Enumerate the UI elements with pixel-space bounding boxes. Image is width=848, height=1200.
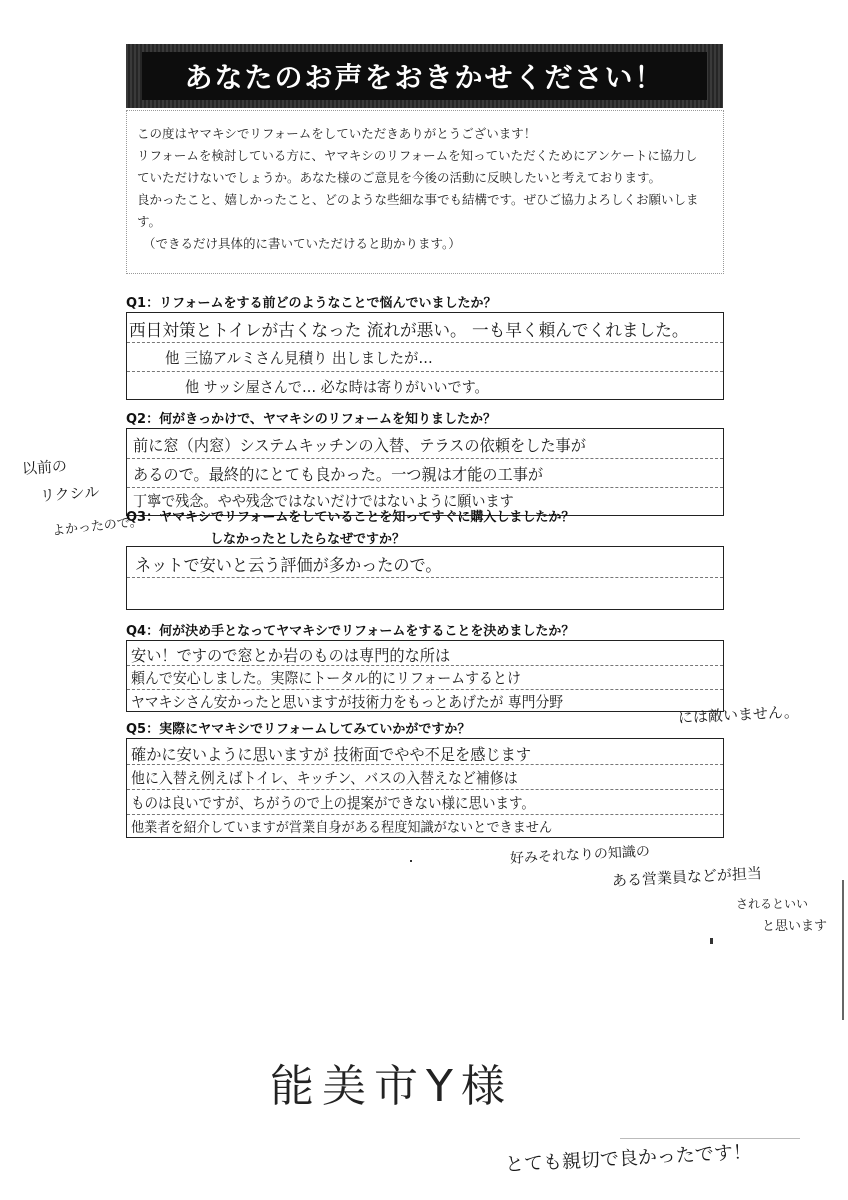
answer-line: ネットで安いと云う評価が多かったので。 <box>135 556 442 576</box>
scan-faint-line <box>620 1138 800 1139</box>
answer-line: ものは良いですが、ちがうので上の提案ができない様に思います。 <box>131 794 535 812</box>
margin-note-left: 以前の <box>21 456 68 478</box>
answer-line: 頼んで安心しました。実際にトータル的にリフォームするとけ <box>131 669 521 687</box>
question-4-answer-box[interactable] <box>126 640 724 712</box>
answer-line: 他 サッシ屋さんで… 必な時は寄りがいいです。 <box>185 378 489 396</box>
margin-note-left: よかったので。 <box>51 514 144 539</box>
question-3-answer-box[interactable] <box>126 546 724 610</box>
margin-note-left: リクシル <box>39 482 100 505</box>
margin-note-right: には敵いません。 <box>677 702 800 727</box>
intro-line: この度はヤマキシでリフォームをしていただきありがとうございます！ <box>137 126 537 141</box>
answer-line: 前に窓（内窓）システムキッチンの入替、テラスの依頼をした事が <box>133 436 586 455</box>
scan-speck <box>710 938 713 944</box>
question-5-answer-box[interactable] <box>126 738 724 838</box>
intro-line: ていただけないでしょうか。あなた様のご意見を今後の活動に反映したいと考えております。 <box>137 170 662 185</box>
intro-line: す。 <box>137 214 162 229</box>
scan-speck <box>410 860 412 862</box>
question-1-label: Q1：リフォームをする前どのようなことで悩んでいましたか？ <box>126 296 497 311</box>
answer-line: 安い！ですので窓とか岩のものは専門的な所は <box>131 646 451 665</box>
intro-line: リフォームを検討している方に、ヤマキシのリフォームを知っていただくためにアンケートに協力し <box>137 148 698 163</box>
answer-line: 他業者を紹介していますが営業自身がある程度知識がないとできません <box>131 820 553 836</box>
answer-line: 他 三協アルミさん見積り 出しましたが… <box>165 349 433 367</box>
question-1-answer-box[interactable] <box>126 312 724 400</box>
scan-edge-line <box>842 880 844 1020</box>
margin-note-right: 好みそれなりの知識の <box>509 843 651 867</box>
intro-line: （できるだけ具体的に書いていただけると助かります。） <box>143 236 461 251</box>
intro-line: 良かったこと、嬉しかったこと、どのような些細な事でも結構です。ぜひご協力よろしくお願いしま <box>137 192 699 207</box>
answer-line: 確かに安いように思いますが 技術面でやや不足を感じます <box>131 745 532 764</box>
margin-note-right: ある営業員などが担当 <box>611 864 763 890</box>
page-title: あなたのお声をおきかせください！ <box>184 61 665 94</box>
question-4-label: Q4：何が決め手となってヤマキシでリフォームをすることを決めましたか？ <box>126 624 575 639</box>
question-3-sublabel: しなかったとしたらなぜですか？ <box>210 532 406 547</box>
answer-line: 西日対策とトイレが古くなった 流れが悪い。 一も早く頼んでくれました。 <box>129 321 689 341</box>
intro-box <box>126 110 724 274</box>
answer-line: 他に入替え例えばトイレ、キッチン、バスの入替えなど補修は <box>131 769 518 787</box>
question-2-answer-box[interactable] <box>126 428 724 516</box>
question-3-label: Q3：ヤマキシでリフォームをしていることを知ってすぐに購入しましたか？ <box>126 510 575 525</box>
question-5-label: Q5：実際にヤマキシでリフォームしてみていかがですか？ <box>126 722 471 737</box>
footer-note: とても親切で良かったです！ <box>504 1141 753 1176</box>
margin-note-right: と思います <box>762 919 828 934</box>
answer-line: ヤマキシさん安かったと思いますが技術力をもっとあげたが 専門分野 <box>131 693 564 711</box>
margin-note-right: されるといい <box>736 897 809 911</box>
question-2-label: Q2：何がきっかけで、ヤマキシのリフォームを知りましたか？ <box>126 412 497 427</box>
title-banner <box>126 44 723 108</box>
customer-signature: 能美市Y様 <box>270 1061 513 1112</box>
answer-line: 丁寧で残念。やや残念ではないだけではないように願います <box>133 492 514 510</box>
answer-line: あるので。最終的にとても良かった。一つ親は才能の工事が <box>133 465 544 484</box>
